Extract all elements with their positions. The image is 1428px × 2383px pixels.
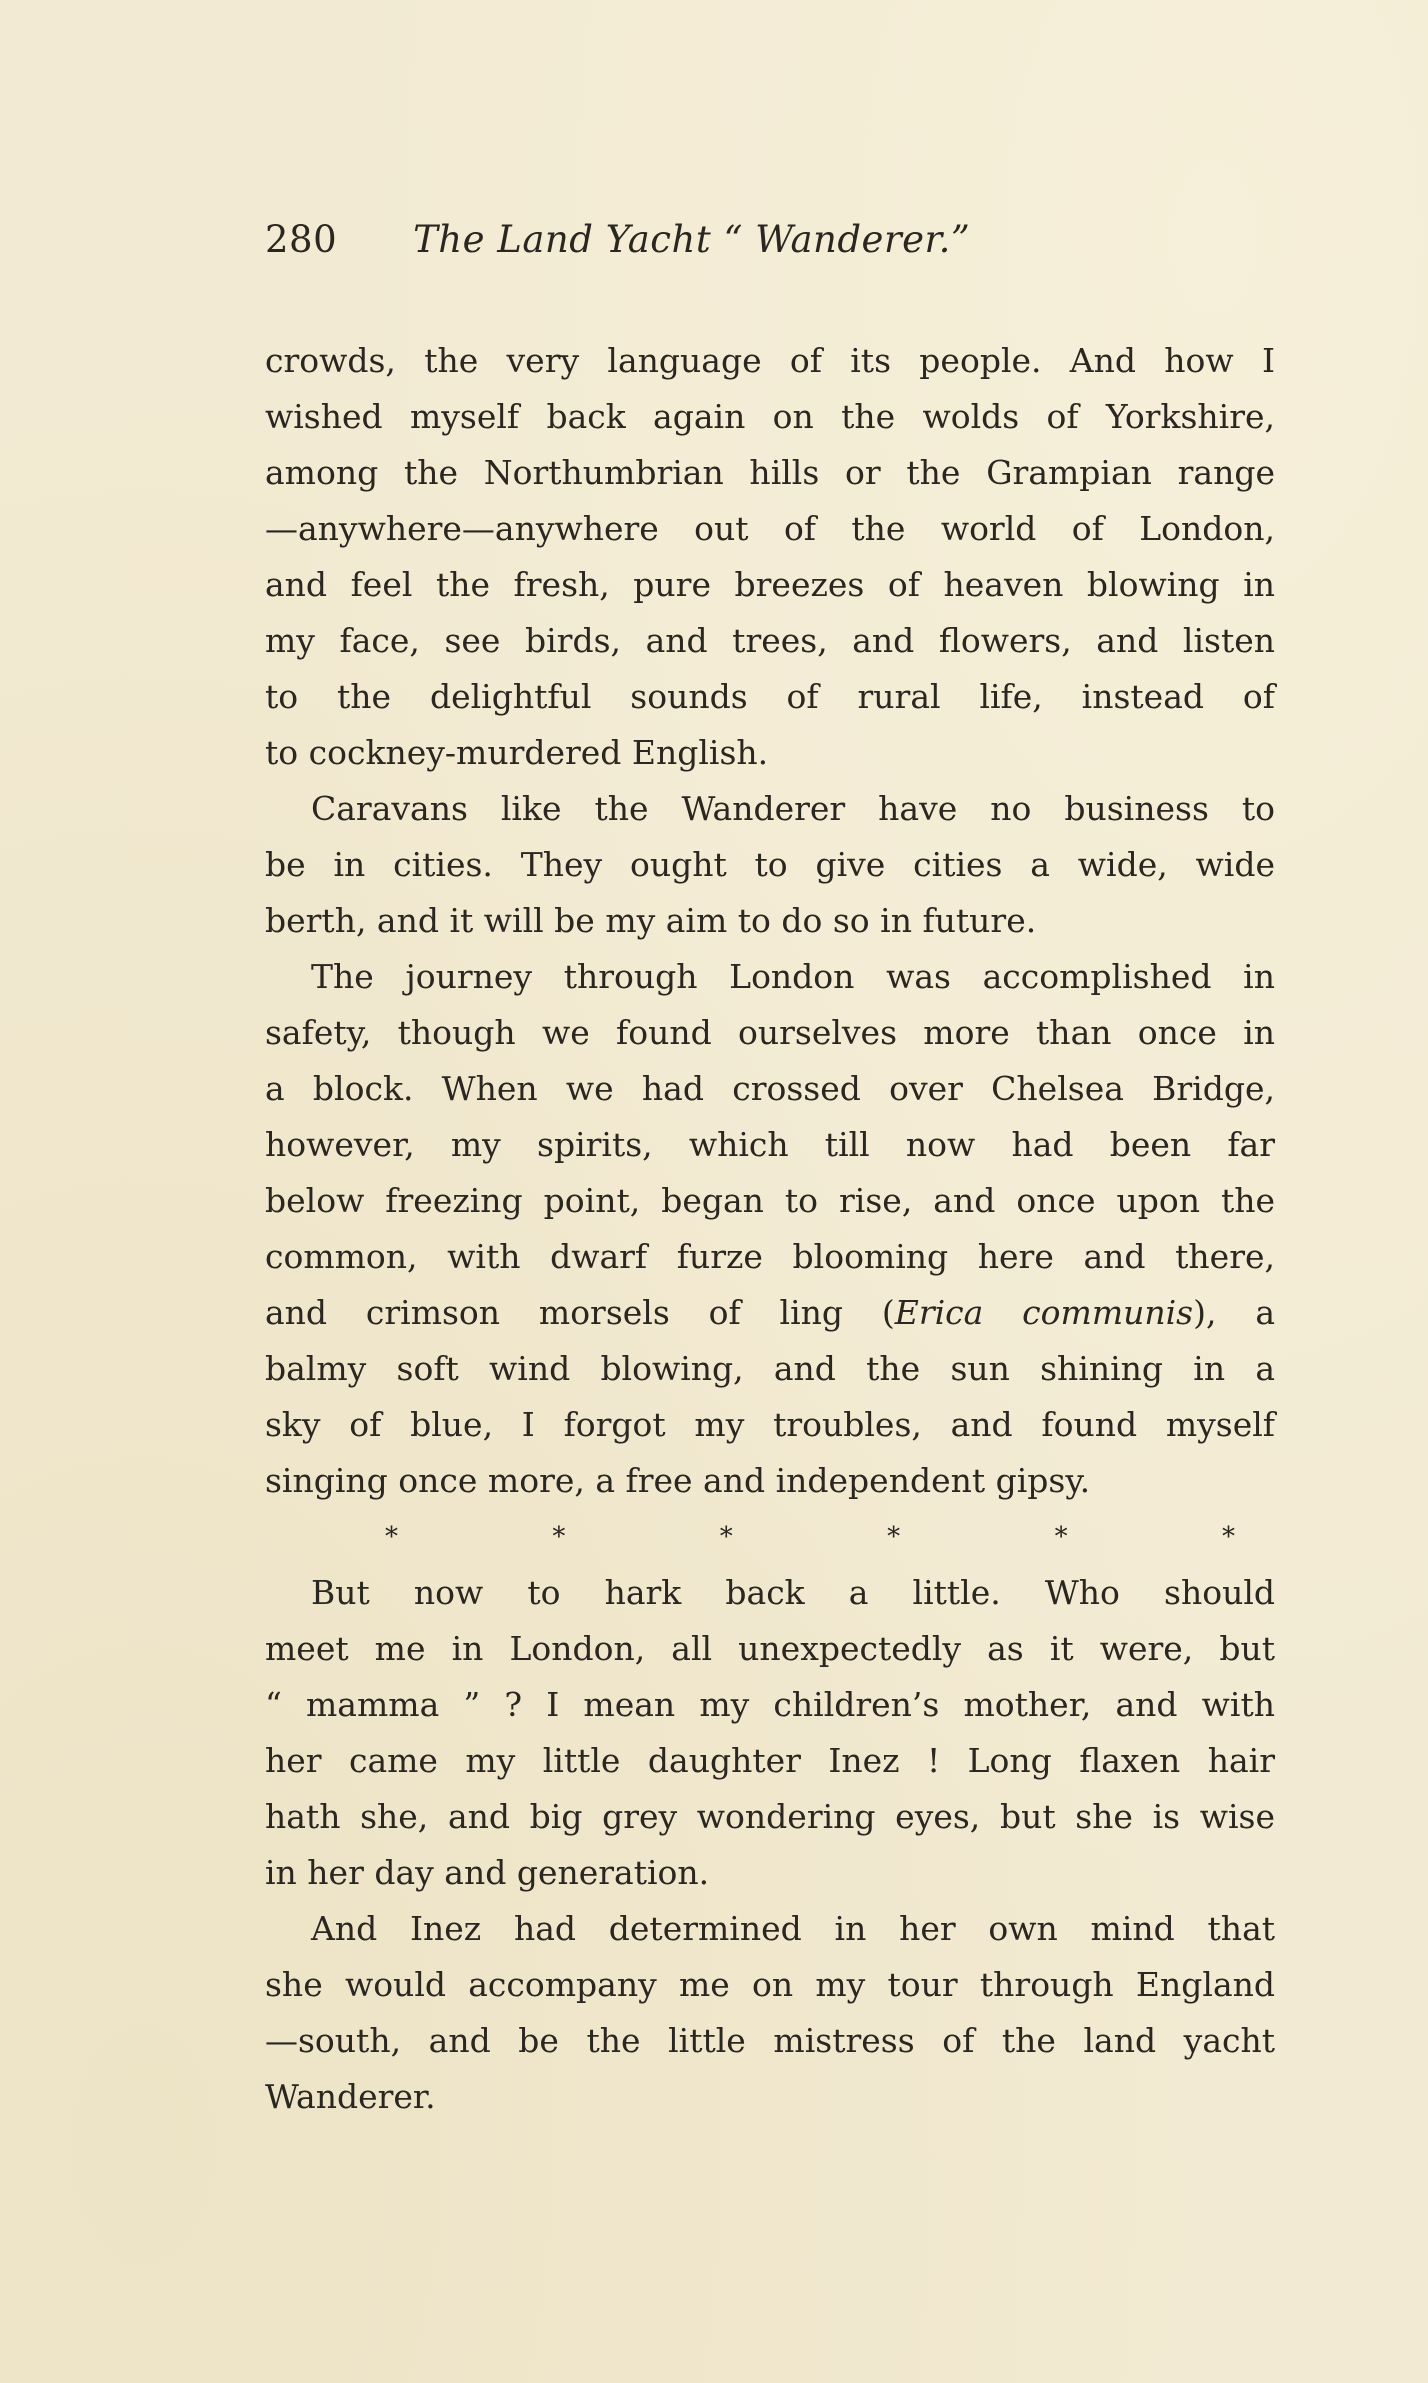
text-line: The journey through London was accomplished in bbox=[311, 957, 1275, 996]
text-line: to cockney-murdered English. bbox=[265, 733, 769, 772]
text-line: —anywhere—anywhere out of the world of London, bbox=[265, 509, 1275, 548]
text-line: —south, and be the little mistress of the land yacht bbox=[265, 2021, 1275, 2060]
asterisk: * bbox=[552, 1522, 566, 1552]
text-line: however, my spirits, which till now had been far bbox=[265, 1125, 1275, 1164]
body-text bbox=[265, 333, 1275, 2125]
text-line: common, with dwarf furze blooming here and there, bbox=[265, 1237, 1275, 1276]
page-number: 280 bbox=[265, 218, 338, 261]
text-line: be in cities. They ought to give cities a wide, wide bbox=[265, 845, 1275, 884]
text-line: wished myself back again on the wolds of Yorkshire, bbox=[265, 397, 1275, 436]
running-title: The Land Yacht “ Wanderer.” bbox=[413, 218, 971, 261]
text-line: and feel the fresh, pure breezes of heaven blowing in bbox=[265, 565, 1275, 604]
text-line: balmy soft wind blowing, and the sun shining in a bbox=[265, 1349, 1275, 1388]
asterisk: * bbox=[385, 1522, 398, 1552]
text-line: singing once more, a free and independent gipsy. bbox=[265, 1461, 1091, 1500]
text-line: But now to hark back a little. Who should bbox=[311, 1573, 1275, 1612]
text-line: among the Northumbrian hills or the Grampian range bbox=[265, 453, 1275, 492]
text-line: meet me in London, all unexpectedly as it were, but bbox=[265, 1629, 1275, 1668]
text-line: berth, and it will be my aim to do so in future. bbox=[265, 901, 1037, 940]
text-line: to the delightful sounds of rural life, instead of bbox=[265, 677, 1275, 716]
asterisk: * bbox=[1054, 1522, 1068, 1552]
text-line: sky of blue, I forgot my troubles, and found myself bbox=[265, 1405, 1275, 1444]
text-line: she would accompany me on my tour through England bbox=[265, 1965, 1275, 2004]
text-line: Caravans like the Wanderer have no business to bbox=[311, 789, 1275, 828]
asterisk: * bbox=[1221, 1522, 1235, 1552]
running-header bbox=[265, 210, 1275, 270]
text-line: “ mamma ” ? I mean my children’s mother, and with bbox=[265, 1685, 1275, 1724]
text-line: a block. When we had crossed over Chelsea Bridge, bbox=[265, 1069, 1275, 1108]
asterisk: * bbox=[887, 1522, 901, 1552]
text-line: her came my little daughter Inez ! Long flaxen hair bbox=[265, 1741, 1275, 1780]
section-break bbox=[385, 1509, 1235, 1565]
text-line-with-italic: and crimson morsels of ling (Erica communis), a bbox=[265, 1293, 1276, 1332]
text-line: safety, though we found ourselves more than once in bbox=[265, 1013, 1275, 1052]
text-line: And Inez had determined in her own mind that bbox=[311, 1909, 1275, 1948]
text-line: my face, see birds, and trees, and flowers, and listen bbox=[265, 621, 1275, 660]
text-line: crowds, the very language of its people. And how I bbox=[265, 341, 1275, 380]
italic-term: Erica communis bbox=[894, 1293, 1194, 1332]
asterisk: * bbox=[719, 1522, 733, 1552]
text-line: below freezing point, began to rise, and once upon the bbox=[265, 1181, 1275, 1220]
text-line: Wanderer. bbox=[265, 2077, 436, 2116]
text-line: hath she, and big grey wondering eyes, but she is wise bbox=[265, 1797, 1275, 1836]
text-line: in her day and generation. bbox=[265, 1853, 710, 1892]
